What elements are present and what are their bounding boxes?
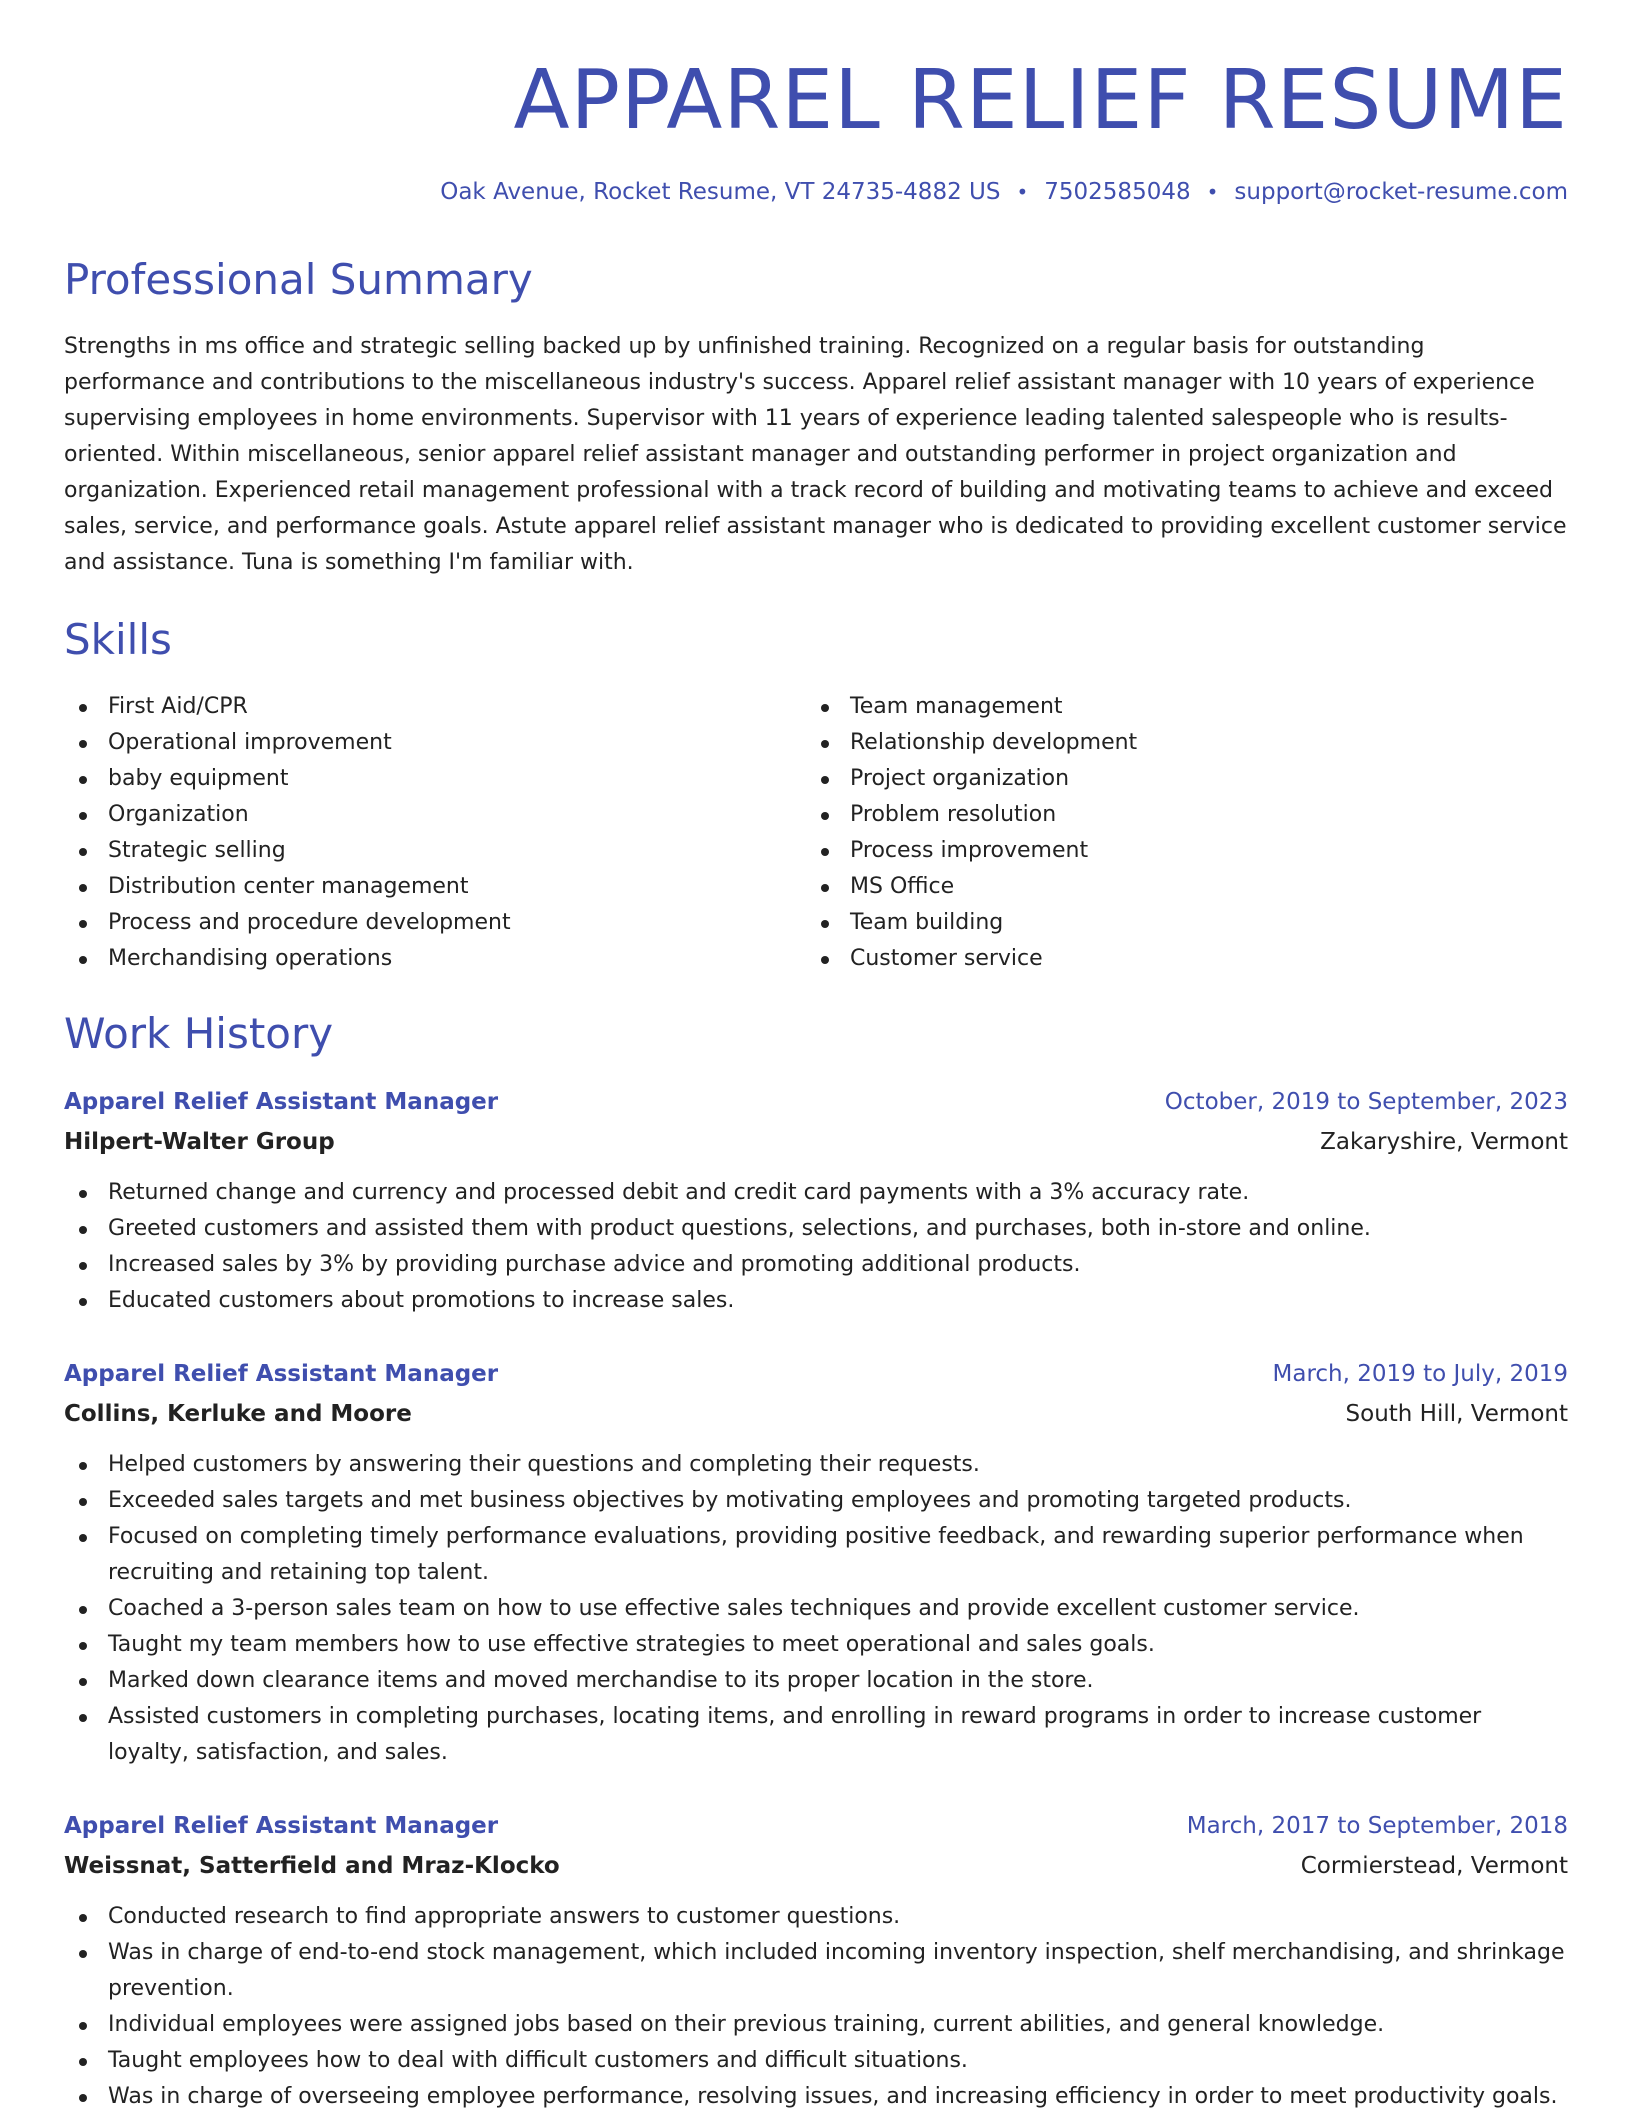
skill-item: Team building	[806, 905, 1548, 941]
contact-phone: 7502585048	[1044, 179, 1191, 205]
job-bullet: Coached a 3-person sales team on how to use effective sales techniques and provide excellent customer service.	[64, 1591, 1568, 1627]
job-location: Zakaryshire, Vermont	[1320, 1129, 1568, 1155]
job-header-row	[64, 1809, 1568, 1843]
contact-email: support@rocket-resume.com	[1234, 179, 1568, 205]
job-dates: October, 2019 to September, 2023	[1164, 1089, 1568, 1115]
resume-name: APPAREL RELIEF RESUME	[513, 53, 1568, 148]
job-location: Cormierstead, Vermont	[1300, 1853, 1568, 1879]
job-company-row	[64, 1119, 1568, 1159]
skills-column-left	[64, 689, 806, 977]
job-bullet: Educated customers about promotions to increase sales.	[64, 1283, 1568, 1319]
resume-page	[64, 0, 1568, 2112]
job-bullet: Taught employees how to deal with difficult customers and difficult situations.	[64, 2043, 1568, 2079]
skill-item: Operational improvement	[64, 725, 806, 761]
skill-item: Problem resolution	[806, 797, 1548, 833]
skill-item: Project organization	[806, 761, 1548, 797]
skill-item: Team management	[806, 689, 1548, 725]
job-company: Weissnat, Satterfield and Mraz-Klocko	[64, 1853, 560, 1879]
job-title: Apparel Relief Assistant Manager	[64, 1813, 499, 1839]
skill-item: Relationship development	[806, 725, 1548, 761]
contact-separator: •	[1206, 180, 1219, 204]
contact-address: Oak Avenue, Rocket Resume, VT 24735-4882 US	[440, 179, 1001, 205]
job-dates: March, 2019 to July, 2019	[1272, 1361, 1568, 1387]
skill-item: Merchandising operations	[64, 941, 806, 977]
job-bullet: Greeted customers and assisted them with product questions, selections, and purchases, both in-store and online.	[64, 1211, 1568, 1247]
job-header-row	[64, 1357, 1568, 1391]
job-bullet: Marked down clearance items and moved merchandise to its proper location in the store.	[64, 1663, 1568, 1699]
job-bullets	[64, 1899, 1568, 2112]
skill-item: Organization	[64, 797, 806, 833]
job-bullet: Taught my team members how to use effective strategies to meet operational and sales goals.	[64, 1627, 1568, 1663]
job-entry	[64, 1085, 1568, 1319]
job-company: Hilpert-Walter Group	[64, 1129, 335, 1155]
skills-list	[64, 689, 1568, 977]
skill-item: Distribution center management	[64, 869, 806, 905]
job-header-row	[64, 1085, 1568, 1119]
skill-item: Strategic selling	[64, 833, 806, 869]
job-bullet: Was in charge of end-to-end stock management, which included incoming inventory inspection, shelf merchandising, and shrinkage prevention.	[64, 1935, 1568, 2007]
skill-item: baby equipment	[64, 761, 806, 797]
work-history-heading: Work History	[64, 1009, 334, 1058]
job-company: Collins, Kerluke and Moore	[64, 1401, 412, 1427]
contact-line	[64, 179, 1568, 205]
job-company-row	[64, 1843, 1568, 1883]
summary-heading: Professional Summary	[64, 255, 533, 304]
skills-heading: Skills	[64, 615, 172, 664]
skill-item: Process and procedure development	[64, 905, 806, 941]
skill-item: Process improvement	[806, 833, 1548, 869]
job-location: South Hill, Vermont	[1345, 1401, 1568, 1427]
summary-text: Strengths in ms office and strategic selling backed up by unfinished training. Recognized on a regular basis for outstanding performance and contributions to the miscellaneous industry's success. Apparel relief assistant manager with 10 years of experience supervising employees in home environments. Supervisor with 11 years of experience leading talented salespeople who is results-oriented. Within miscellaneous, senior apparel relief assistant manager and outstanding performer in project organization and organization. Experienced retail management professional with a track record of building and motivating teams to achieve and exceed sales, service, and performance goals. Astute apparel relief assistant manager who is dedicated to providing excellent customer service and assistance. Tuna is something I'm familiar with.	[64, 334, 1567, 575]
job-bullet: Helped customers by answering their questions and completing their requests.	[64, 1447, 1568, 1483]
job-bullet: Conducted research to find appropriate answers to customer questions.	[64, 1899, 1568, 1935]
job-bullet: Was in charge of overseeing employee performance, resolving issues, and increasing efficiency in order to meet productivity goals.	[64, 2079, 1568, 2112]
job-entry	[64, 1357, 1568, 1771]
contact-separator: •	[1016, 180, 1029, 204]
job-entry	[64, 1809, 1568, 2112]
job-title: Apparel Relief Assistant Manager	[64, 1089, 499, 1115]
skill-item: MS Office	[806, 869, 1548, 905]
job-dates: March, 2017 to September, 2018	[1186, 1813, 1568, 1839]
job-bullets	[64, 1447, 1568, 1771]
job-bullet: Increased sales by 3% by providing purchase advice and promoting additional products.	[64, 1247, 1568, 1283]
job-bullets	[64, 1175, 1568, 1319]
job-bullet: Focused on completing timely performance evaluations, providing positive feedback, and rewarding superior performance when recruiting and retaining top talent.	[64, 1519, 1568, 1591]
skill-item: First Aid/CPR	[64, 689, 806, 725]
skills-column-right	[806, 689, 1548, 977]
job-bullet: Assisted customers in completing purchases, locating items, and enrolling in reward programs in order to increase customer loyalty, satisfaction, and sales.	[64, 1699, 1568, 1771]
job-company-row	[64, 1391, 1568, 1431]
skill-item: Customer service	[806, 941, 1548, 977]
job-bullet: Individual employees were assigned jobs based on their previous training, current abilities, and general knowledge.	[64, 2007, 1568, 2043]
job-bullet: Returned change and currency and processed debit and credit card payments with a 3% accuracy rate.	[64, 1175, 1568, 1211]
job-bullet: Exceeded sales targets and met business objectives by motivating employees and promoting targeted products.	[64, 1483, 1568, 1519]
job-title: Apparel Relief Assistant Manager	[64, 1361, 499, 1387]
